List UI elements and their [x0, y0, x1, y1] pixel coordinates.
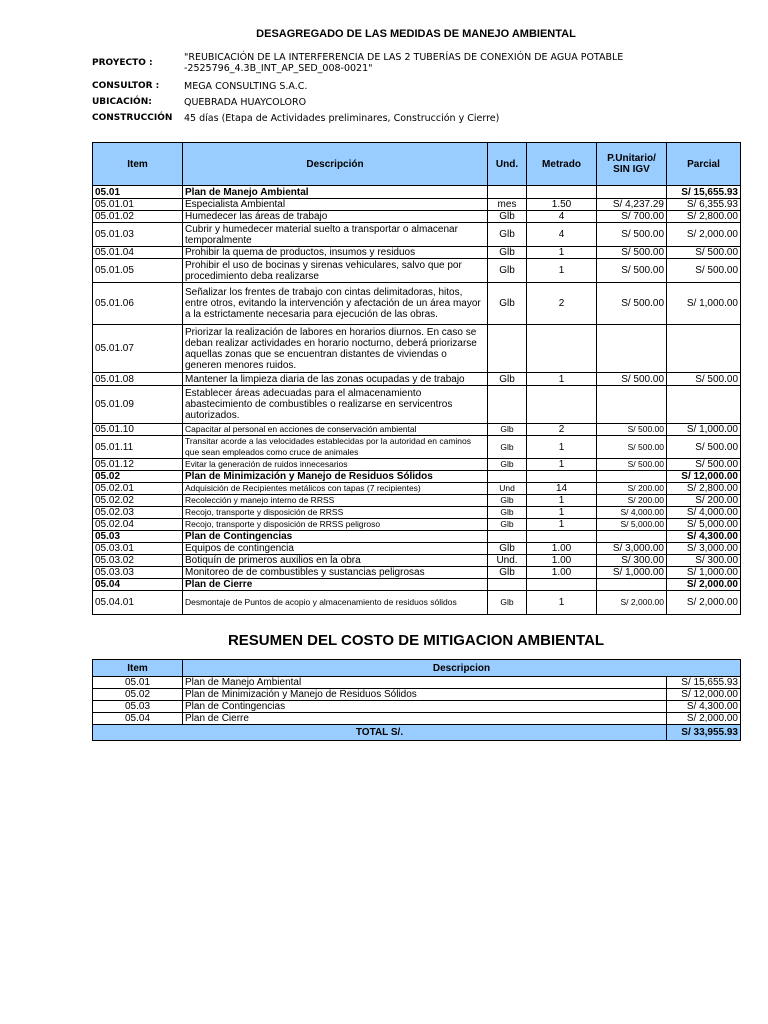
table-row	[93, 543, 741, 555]
metrado-cell: 4	[527, 211, 597, 223]
description-cell: Plan de Contingencias	[183, 531, 488, 543]
partial-cell	[667, 325, 741, 373]
partial-cell: S/ 15,655.93	[667, 186, 741, 199]
unit-cell	[488, 325, 527, 373]
unit-cell	[488, 186, 527, 199]
metrado-cell: 1.00	[527, 543, 597, 555]
consultor-value: MEGA CONSULTING S.A.C.	[184, 81, 308, 92]
summary-amount-cell: S/ 4,300.00	[667, 701, 741, 713]
item-cell: 05.03.03	[93, 567, 183, 579]
unit-price-cell	[597, 325, 667, 373]
summary-row	[93, 701, 741, 713]
partial-cell	[667, 386, 741, 424]
info-proyecto	[92, 52, 742, 78]
description-cell: Recojo, transporte y disposición de RRSS peligroso	[183, 519, 488, 531]
summary-row	[93, 713, 741, 725]
description-cell: Botiquín de primeros auxilios en la obra	[183, 555, 488, 567]
total-label: TOTAL S/.	[93, 725, 667, 741]
table-row	[93, 436, 741, 459]
partial-cell: S/ 6,355.93	[667, 199, 741, 211]
info-ubicacion	[92, 97, 742, 111]
header-parcial: Parcial	[667, 143, 741, 186]
item-cell: 05.02.02	[93, 495, 183, 507]
metrado-cell: 14	[527, 483, 597, 495]
summary-table	[92, 659, 741, 741]
partial-cell: S/ 2,800.00	[667, 483, 741, 495]
unit-cell	[488, 386, 527, 424]
metrado-cell: 1	[527, 495, 597, 507]
partial-cell: S/ 2,000.00	[667, 223, 741, 247]
unit-cell: Glb	[488, 591, 527, 615]
description-cell: Recojo, transporte y disposición de RRSS	[183, 507, 488, 519]
table-row	[93, 247, 741, 259]
metrado-cell: 1	[527, 459, 597, 471]
table-row	[93, 424, 741, 436]
partial-cell: S/ 300.00	[667, 555, 741, 567]
metrado-cell: 1.50	[527, 199, 597, 211]
description-cell: Establecer áreas adecuadas para el almacenamiento abastecimiento de combustibles o realizarse en servicentros autorizados.	[183, 386, 488, 424]
total-amount: S/ 33,955.93	[667, 725, 741, 741]
metrado-cell: 2	[527, 283, 597, 325]
unit-price-cell: S/ 500.00	[597, 283, 667, 325]
unit-price-cell: S/ 500.00	[597, 259, 667, 283]
description-cell: Plan de Minimización y Manejo de Residuos Sólidos	[183, 471, 488, 483]
summary-item-cell: 05.04	[93, 713, 183, 725]
item-cell: 05.03	[93, 531, 183, 543]
description-cell: Humedecer las áreas de trabajo	[183, 211, 488, 223]
header-descripcion: Descripción	[183, 143, 488, 186]
summary-amount-cell: S/ 15,655.93	[667, 677, 741, 689]
item-cell: 05.01	[93, 186, 183, 199]
description-cell: Priorizar la realización de labores en horarios diurnos. En caso se deban realizar actividades en horario nocturno, deberá priorizarse aquellas zonas que se encuentran distantes de viviendas o generen menores ruidos.	[183, 325, 488, 373]
metrado-cell	[527, 325, 597, 373]
metrado-cell: 2	[527, 424, 597, 436]
unit-price-cell	[597, 471, 667, 483]
item-cell: 05.03.01	[93, 543, 183, 555]
unit-cell	[488, 531, 527, 543]
unit-price-cell: S/ 200.00	[597, 483, 667, 495]
partial-cell: S/ 5,000.00	[667, 519, 741, 531]
unit-cell: Glb	[488, 495, 527, 507]
metrado-cell: 1	[527, 247, 597, 259]
item-cell: 05.02.03	[93, 507, 183, 519]
metrado-cell	[527, 386, 597, 424]
unit-price-cell: S/ 5,000.00	[597, 519, 667, 531]
partial-cell: S/ 2,800.00	[667, 211, 741, 223]
unit-price-cell	[597, 531, 667, 543]
unit-cell: Glb	[488, 223, 527, 247]
summary-desc-cell: Plan de Minimización y Manejo de Residuos Sólidos	[183, 689, 667, 701]
item-cell: 05.01.03	[93, 223, 183, 247]
item-cell: 05.01.06	[93, 283, 183, 325]
unit-price-cell	[597, 186, 667, 199]
unit-cell: Glb	[488, 373, 527, 386]
item-cell: 05.01.10	[93, 424, 183, 436]
metrado-cell: 1	[527, 259, 597, 283]
item-cell: 05.03.02	[93, 555, 183, 567]
section-row	[93, 531, 741, 543]
table-row	[93, 199, 741, 211]
partial-cell: S/ 2,000.00	[667, 591, 741, 615]
description-cell: Monitoreo de de combustibles y sustancias peligrosas	[183, 567, 488, 579]
unit-price-cell: S/ 500.00	[597, 459, 667, 471]
unit-price-cell	[597, 386, 667, 424]
summary-row	[93, 677, 741, 689]
summary-item-cell: 05.03	[93, 701, 183, 713]
metrado-cell	[527, 579, 597, 591]
description-cell: Equipos de contingencia	[183, 543, 488, 555]
unit-price-cell: S/ 200.00	[597, 495, 667, 507]
unit-price-cell: S/ 700.00	[597, 211, 667, 223]
description-cell: Transitar acorde a las velocidades establecidas por la autoridad en caminos que sean empleados como cruce de animales	[183, 436, 488, 459]
summary-header-row	[93, 660, 741, 677]
unit-price-cell: S/ 300.00	[597, 555, 667, 567]
info-consultor	[92, 81, 742, 95]
item-cell: 05.01.05	[93, 259, 183, 283]
section-row	[93, 186, 741, 199]
partial-cell: S/ 1,000.00	[667, 424, 741, 436]
description-cell: Plan de Manejo Ambiental	[183, 186, 488, 199]
description-cell: Prohibir el uso de bocinas y sirenas vehiculares, salvo que por procedimiento deba realizarse	[183, 259, 488, 283]
item-cell: 05.01.11	[93, 436, 183, 459]
item-cell: 05.02.01	[93, 483, 183, 495]
partial-cell: S/ 200.00	[667, 495, 741, 507]
unit-cell: Glb	[488, 519, 527, 531]
metrado-cell	[527, 531, 597, 543]
unit-price-cell: S/ 500.00	[597, 436, 667, 459]
item-cell: 05.01.02	[93, 211, 183, 223]
item-cell: 05.02	[93, 471, 183, 483]
unit-cell: Glb	[488, 436, 527, 459]
description-cell: Prohibir la quema de productos, insumos y residuos	[183, 247, 488, 259]
summary-desc-cell: Plan de Manejo Ambiental	[183, 677, 667, 689]
proyecto-label: PROYECTO :	[92, 58, 153, 68]
summary-title: RESUMEN DEL COSTO DE MITIGACION AMBIENTAL	[227, 632, 605, 649]
item-cell: 05.01.04	[93, 247, 183, 259]
description-cell: Plan de Cierre	[183, 579, 488, 591]
summary-amount-cell: S/ 12,000.00	[667, 689, 741, 701]
metrado-cell: 4	[527, 223, 597, 247]
measures-table	[92, 142, 741, 615]
header-und: Und.	[488, 143, 527, 186]
summary-total-row	[93, 725, 741, 741]
construccion-label: CONSTRUCCIÓN	[92, 113, 173, 123]
description-cell: Evitar la generación de ruidos innecesarios	[183, 459, 488, 471]
unit-cell: Glb	[488, 567, 527, 579]
item-cell: 05.01.01	[93, 199, 183, 211]
item-cell: 05.01.07	[93, 325, 183, 373]
table-row	[93, 283, 741, 325]
unit-cell: Glb	[488, 459, 527, 471]
table-row	[93, 373, 741, 386]
unit-price-cell: S/ 4,000.00	[597, 507, 667, 519]
summary-header-desc: Descripcion	[183, 660, 741, 677]
summary-desc-cell: Plan de Cierre	[183, 713, 667, 725]
partial-cell: S/ 500.00	[667, 259, 741, 283]
unit-cell: Glb	[488, 283, 527, 325]
item-cell: 05.02.04	[93, 519, 183, 531]
unit-price-cell: S/ 500.00	[597, 373, 667, 386]
table-row	[93, 259, 741, 283]
partial-cell: S/ 500.00	[667, 373, 741, 386]
metrado-cell	[527, 186, 597, 199]
summary-item-cell: 05.01	[93, 677, 183, 689]
table-row	[93, 495, 741, 507]
unit-price-cell: S/ 4,237.29	[597, 199, 667, 211]
unit-price-cell	[597, 579, 667, 591]
metrado-cell: 1	[527, 591, 597, 615]
summary-amount-cell: S/ 2,000.00	[667, 713, 741, 725]
item-cell: 05.01.12	[93, 459, 183, 471]
table-row	[93, 591, 741, 615]
section-row	[93, 471, 741, 483]
table-row	[93, 555, 741, 567]
table-row	[93, 386, 741, 424]
partial-cell: S/ 3,000.00	[667, 543, 741, 555]
metrado-cell: 1	[527, 373, 597, 386]
summary-header-item: Item	[93, 660, 183, 677]
info-construccion	[92, 113, 742, 127]
consultor-label: CONSULTOR :	[92, 81, 160, 91]
unit-price-cell: S/ 3,000.00	[597, 543, 667, 555]
section-row	[93, 579, 741, 591]
table-row	[93, 483, 741, 495]
unit-cell: Glb	[488, 543, 527, 555]
description-cell: Capacitar al personal en acciones de conservación ambiental	[183, 424, 488, 436]
partial-cell: S/ 500.00	[667, 247, 741, 259]
partial-cell: S/ 1,000.00	[667, 567, 741, 579]
unit-cell: Und.	[488, 555, 527, 567]
description-cell: Recolección y manejo interno de RRSS	[183, 495, 488, 507]
table-row	[93, 211, 741, 223]
unit-cell	[488, 471, 527, 483]
ubicacion-value: QUEBRADA HUAYCOLORO	[184, 97, 307, 108]
table-row	[93, 459, 741, 471]
metrado-cell: 1.00	[527, 555, 597, 567]
proyecto-value: "REUBICACIÓN DE LA INTERFERENCIA DE LAS 2 TUBERÍAS DE CONEXIÓN DE AGUA POTABLE -2525796_4.3B_INT_AP_SED_008-0021"	[184, 52, 624, 74]
metrado-cell	[527, 471, 597, 483]
unit-price-cell: S/ 500.00	[597, 223, 667, 247]
partial-cell: S/ 12,000.00	[667, 471, 741, 483]
unit-price-cell: S/ 1,000.00	[597, 567, 667, 579]
unit-cell: Glb	[488, 507, 527, 519]
table-header-row	[93, 143, 741, 186]
header-punitario: P.Unitario/ SIN IGV	[597, 143, 667, 186]
ubicacion-label: UBICACIÓN:	[92, 97, 152, 107]
unit-cell: Glb	[488, 259, 527, 283]
table-row	[93, 507, 741, 519]
partial-cell: S/ 1,000.00	[667, 283, 741, 325]
partial-cell: S/ 500.00	[667, 459, 741, 471]
description-cell: Cubrir y humedecer material suelto a transportar o almacenar temporalmente	[183, 223, 488, 247]
unit-cell: mes	[488, 199, 527, 211]
partial-cell: S/ 4,000.00	[667, 507, 741, 519]
header-item: Item	[93, 143, 183, 186]
document-title: DESAGREGADO DE LAS MEDIDAS DE MANEJO AMBIENTAL	[256, 28, 576, 40]
item-cell: 05.04	[93, 579, 183, 591]
construccion-value: 45 días (Etapa de Actividades preliminares, Construcción y Cierre)	[184, 113, 500, 124]
item-cell: 05.01.09	[93, 386, 183, 424]
unit-cell: Glb	[488, 424, 527, 436]
metrado-cell: 1	[527, 436, 597, 459]
table-row	[93, 519, 741, 531]
summary-desc-cell: Plan de Contingencias	[183, 701, 667, 713]
description-cell: Desmontaje de Puntos de acopio y almacenamiento de residuos sólidos	[183, 591, 488, 615]
partial-cell: S/ 500.00	[667, 436, 741, 459]
description-cell: Mantener la limpieza diaria de las zonas ocupadas y de trabajo	[183, 373, 488, 386]
item-cell: 05.04.01	[93, 591, 183, 615]
metrado-cell: 1	[527, 519, 597, 531]
partial-cell: S/ 4,300.00	[667, 531, 741, 543]
description-cell: Especialista Ambiental	[183, 199, 488, 211]
description-cell: Adquisición de Recipientes metálicos con tapas (7 recipientes)	[183, 483, 488, 495]
unit-cell: Glb	[488, 247, 527, 259]
partial-cell: S/ 2,000.00	[667, 579, 741, 591]
metrado-cell: 1.00	[527, 567, 597, 579]
table-row	[93, 567, 741, 579]
unit-price-cell: S/ 500.00	[597, 247, 667, 259]
item-cell: 05.01.08	[93, 373, 183, 386]
summary-item-cell: 05.02	[93, 689, 183, 701]
header-metrado: Metrado	[527, 143, 597, 186]
table-row	[93, 223, 741, 247]
unit-cell	[488, 579, 527, 591]
summary-row	[93, 689, 741, 701]
description-cell: Señalizar los frentes de trabajo con cintas delimitadoras, hitos, entre otros, evitando la intervención y afectación de un área mayor a la estrictamente necesaria para ejecución de las obras.	[183, 283, 488, 325]
unit-cell: Und	[488, 483, 527, 495]
table-row	[93, 325, 741, 373]
unit-price-cell: S/ 2,000.00	[597, 591, 667, 615]
unit-cell: Glb	[488, 211, 527, 223]
metrado-cell: 1	[527, 507, 597, 519]
unit-price-cell: S/ 500.00	[597, 424, 667, 436]
